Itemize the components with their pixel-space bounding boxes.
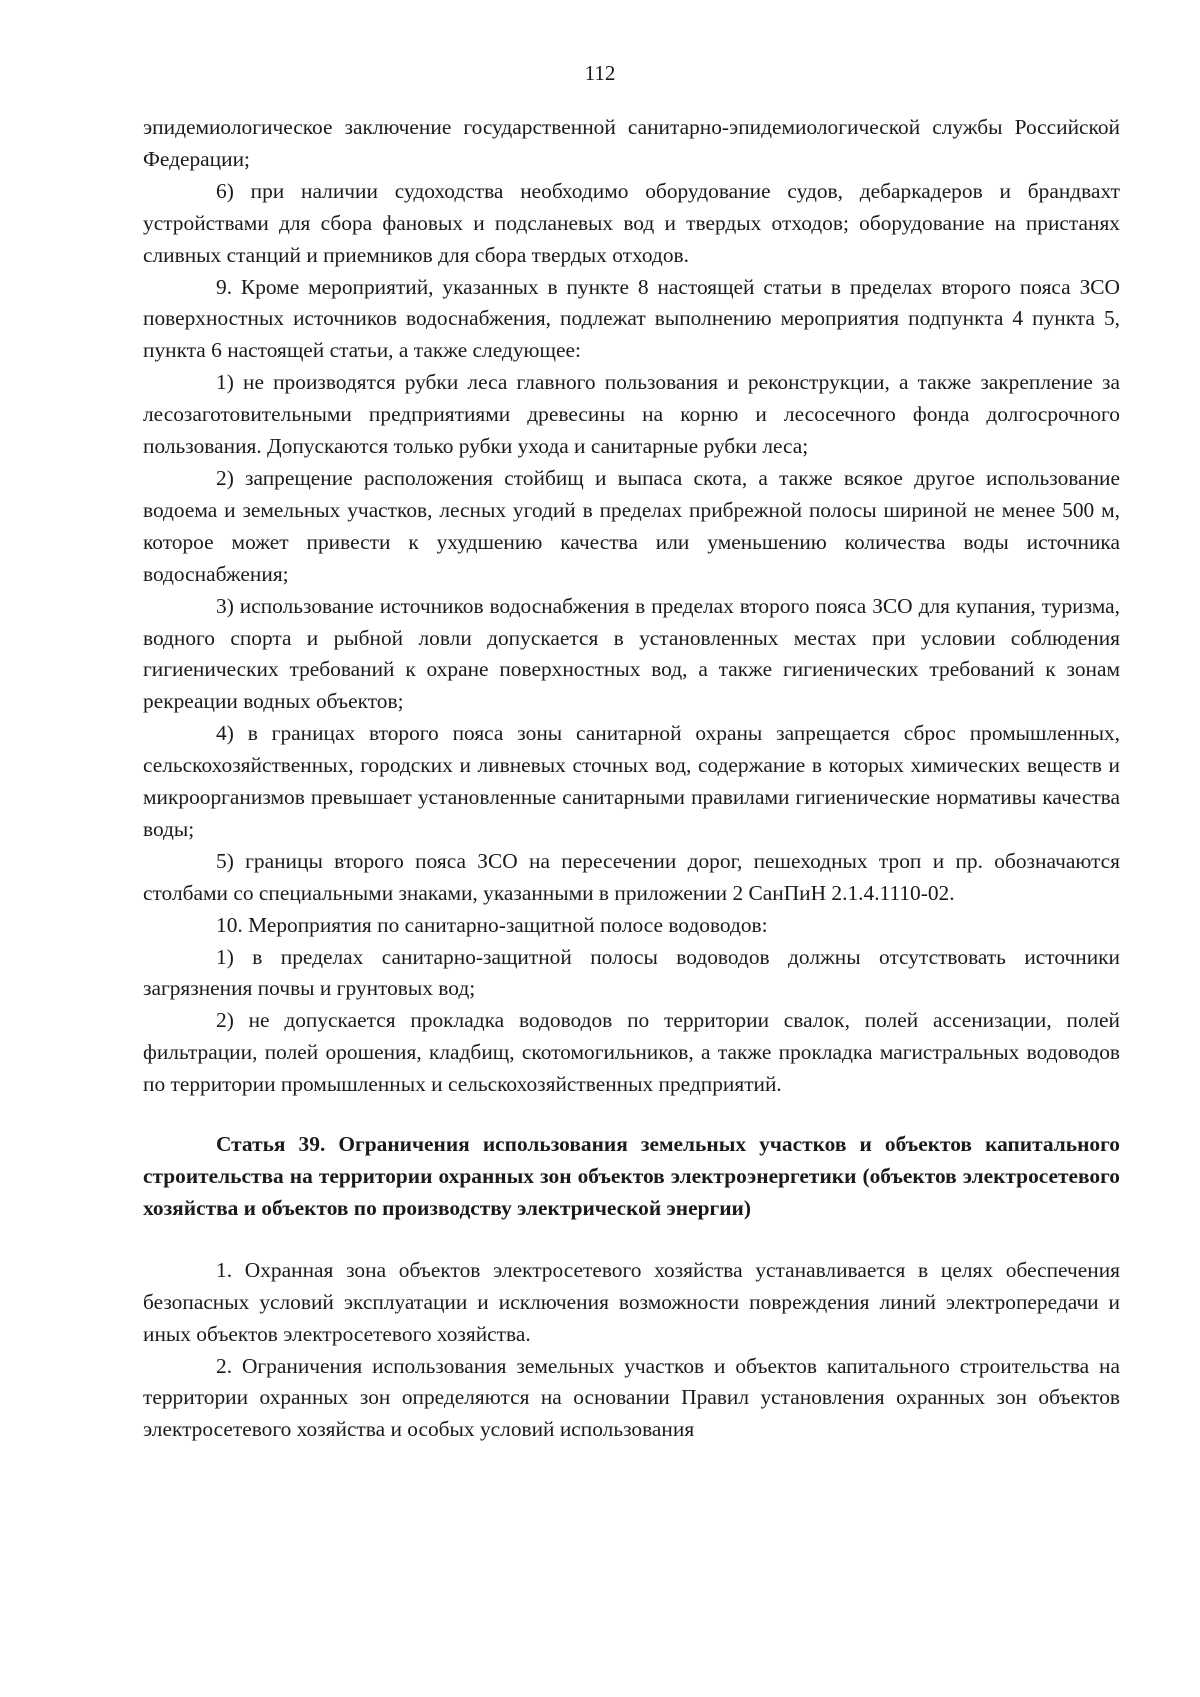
paragraph: 1. Охранная зона объектов электросетевого хозяйства устанавливается в целях обеспечения безопасных условий эксплуатации и исключения возможности повреждения линий электропередачи и иных объектов электросетевого хозяйства.	[143, 1257, 1120, 1346]
paragraph: 2. Ограничения использования земельных участков и объектов капитального строительства на территории охранных зон определяются на основании Правил установления охранных зон объектов электросетевого хозяйства и особых условий использования	[143, 1353, 1120, 1442]
paragraph: 10. Мероприятия по санитарно-защитной полосе водоводов:	[216, 912, 768, 937]
article-title: Статья 39. Ограничения использования земельных участков и объектов капитального строительства на территории охранных зон объектов электроэнергетики (объектов электросетевого хозяйства и объектов по производству электрической энергии)	[143, 1132, 1120, 1220]
paragraph: эпидемиологическое заключение государственной санитарно-эпидемиологической службы Российской Федерации;	[143, 115, 1120, 171]
paragraph: 3) использование источников водоснабжения в пределах второго пояса ЗСО для купания, туризма, водного спорта и рыбной ловли допускается в установленных местах при условии соблюдения гигиенических требований к охране поверхностных вод, а также гигиенических требований к зонам рекреации водных объектов;	[143, 593, 1120, 714]
paragraph: 1) в пределах санитарно-защитной полосы водоводов должны отсутствовать источники загрязнения почвы и грунтовых вод;	[143, 944, 1120, 1001]
page-number: 112	[584, 61, 616, 85]
paragraph: 5) границы второго пояса ЗСО на пересечении дорог, пешеходных троп и пр. обозначаются столбами со специальными знаками, указанными в приложении 2 СанПиН 2.1.4.1110-02.	[143, 848, 1120, 905]
paragraph: 1) не производятся рубки леса главного пользования и реконструкции, а также закрепление за лесозаготовительными предприятиями древесины на корню и лесосечного фонда долгосрочного пользования. Допускаются только рубки ухода и санитарные рубки леса;	[143, 370, 1120, 459]
paragraph: 2) запрещение расположения стойбищ и выпаса скота, а также всякое другое использование водоема и земельных участков, лесных угодий в пределах прибрежной полосы шириной не менее 500 м, которое может привести к ухудшению качества или уменьшению количества воды источника водоснабжения;	[143, 465, 1120, 586]
paragraph: 4) в границах второго пояса зоны санитарной охраны запрещается сброс промышленных, сельскохозяйственных, городских и ливневых сточных вод, содержание в которых химических веществ и микроорганизмов превышает установленные санитарными правилами гигиенические нормативы качества воды;	[143, 721, 1120, 841]
paragraph: 9. Кроме мероприятий, указанных в пункте 8 настоящей статьи в пределах второго пояса ЗСО поверхностных источников водоснабжения, подлежат выполнению мероприятия подпункта 4 пункта 5, пункта 6 настоящей статьи, а также следующее:	[143, 274, 1120, 363]
paragraph: 6) при наличии судоходства необходимо оборудование судов, дебаркадеров и брандвахт устройствами для сбора фановых и подсланевых вод и твердых отходов; оборудование на пристанях сливных станций и приемников для сбора твердых отходов.	[143, 178, 1120, 267]
paragraph: 2) не допускается прокладка водоводов по территории свалок, полей ассенизации, полей фильтрации, полей орошения, кладбищ, скотомогильников, а также прокладка магистральных водоводов по территории промышленных и сельскохозяйственных предприятий.	[143, 1008, 1120, 1097]
document-body	[143, 112, 1120, 1446]
